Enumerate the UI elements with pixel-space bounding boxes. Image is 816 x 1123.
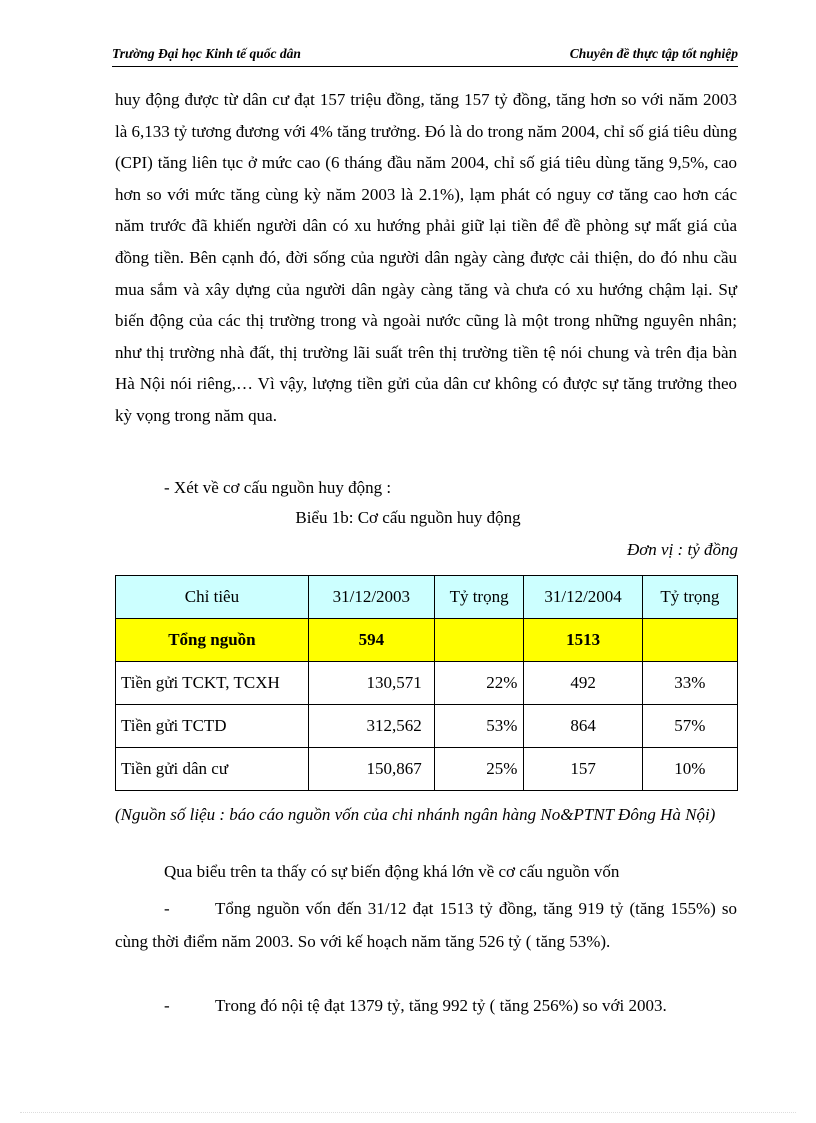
section-heading: - Xét về cơ cấu nguồn huy động :: [164, 478, 392, 497]
header-cell-share-2004: Tỷ trọng: [642, 576, 737, 619]
table-row: [116, 705, 738, 748]
table-caption: Biểu 1b: Cơ cấu nguồn huy động: [295, 508, 521, 527]
cell-value-2003: 150,867: [308, 748, 434, 791]
cell-share-2003: 22%: [434, 662, 524, 705]
funding-structure-table: [115, 575, 738, 791]
header-cell-2004: 31/12/2004: [524, 576, 642, 619]
header-university: Trường Đại học Kinh tế quốc dân: [112, 46, 301, 61]
cell-share-2003: 53%: [434, 705, 524, 748]
body-paragraph: huy động được từ dân cư đạt 157 triệu đồng, tăng 157 tỷ đồng, tăng hơn so với năm 2003 là 6,133 tỷ tương đương với 4% tăng trưởng. Đó là do trong năm 2004, chỉ số giá tiêu dùng (CPI) tăng liên tục ở mức cao (6 tháng đầu năm 2004, chỉ số giá tiêu dùng tăng 9,5%, cao hơn so với mức tăng cùng kỳ năm 2003 là 2.1%), lạm phát có nguy cơ tăng cao hơn các năm trước đã khiến người dân có xu hướng phải giữ lại tiền để đề phòng sự mất giá của đồng tiền. Bên cạnh đó, đời sống của người dân ngày càng được cải thiện, do đó nhu cầu mua sắm và xây dựng của người dân ngày càng tăng và chưa có xu hướng chậm lại. Sự biến động của các thị trường trong và ngoài nước cũng là một trong những nguyên nhân; như thị trường nhà đất, thị trường lãi suất trên thị trường tiền tệ nói chung và trên địa bàn Hà Nội nói riêng,… Vì vậy, lượng tiền gửi của dân cư không có được sự tăng trưởng theo kỳ vọng trong năm qua.: [115, 90, 737, 425]
cell-share-2003: 25%: [434, 748, 524, 791]
header-cell-indicator: Chỉ tiêu: [116, 576, 309, 619]
header-cell-2003: 31/12/2003: [308, 576, 434, 619]
cell-label: Tổng nguồn: [116, 619, 309, 662]
cell-share-2004: 57%: [642, 705, 737, 748]
bullet-item: [115, 893, 737, 958]
bullet-dash: -: [164, 899, 170, 918]
table-header-row: [116, 576, 738, 619]
page-bottom-rule: [20, 1112, 796, 1113]
cell-value-2004: 157: [524, 748, 642, 791]
cell-value-2004: 1513: [524, 619, 642, 662]
bullet-dash: -: [164, 996, 170, 1015]
cell-share-2004: 10%: [642, 748, 737, 791]
unit-label: Đơn vị : tỷ đồng: [626, 540, 738, 559]
cell-label: Tiền gửi dân cư: [116, 748, 309, 791]
bullet-text: Trong đó nội tệ đạt 1379 tỷ, tăng 992 tỷ ( tăng 256%) so với 2003.: [215, 996, 667, 1015]
cell-share-2003: [434, 619, 524, 662]
cell-value-2003: 130,571: [308, 662, 434, 705]
cell-label: Tiền gửi TCKT, TCXH: [116, 662, 309, 705]
intro-sentence: Qua biểu trên ta thấy có sự biến động khá lớn về cơ cấu nguồn vốn: [164, 862, 620, 881]
table-row: [116, 748, 738, 791]
cell-value-2004: 864: [524, 705, 642, 748]
page-header: [112, 44, 738, 67]
table-row-total: [116, 619, 738, 662]
cell-label: Tiền gửi TCTD: [116, 705, 309, 748]
table-row: [116, 662, 738, 705]
source-note: (Nguồn số liệu : báo cáo nguồn vốn của chi nhánh ngân hàng No&PTNT Đông Hà Nội): [115, 805, 716, 824]
cell-share-2004: 33%: [642, 662, 737, 705]
cell-share-2004: [642, 619, 737, 662]
cell-value-2003: 594: [308, 619, 434, 662]
header-cell-share-2003: Tỷ trọng: [434, 576, 524, 619]
bullet-item: [115, 990, 737, 1023]
bullet-text: Tổng nguồn vốn đến 31/12 đạt 1513 tỷ đồng, tăng 919 tỷ (tăng 155%) so cùng thời điểm năm 2003. So với kế hoạch năm tăng 526 tỷ ( tăng 53%).: [115, 899, 737, 951]
cell-value-2004: 492: [524, 662, 642, 705]
cell-value-2003: 312,562: [308, 705, 434, 748]
header-report-title: Chuyên đề thực tập tốt nghiệp: [569, 46, 738, 61]
